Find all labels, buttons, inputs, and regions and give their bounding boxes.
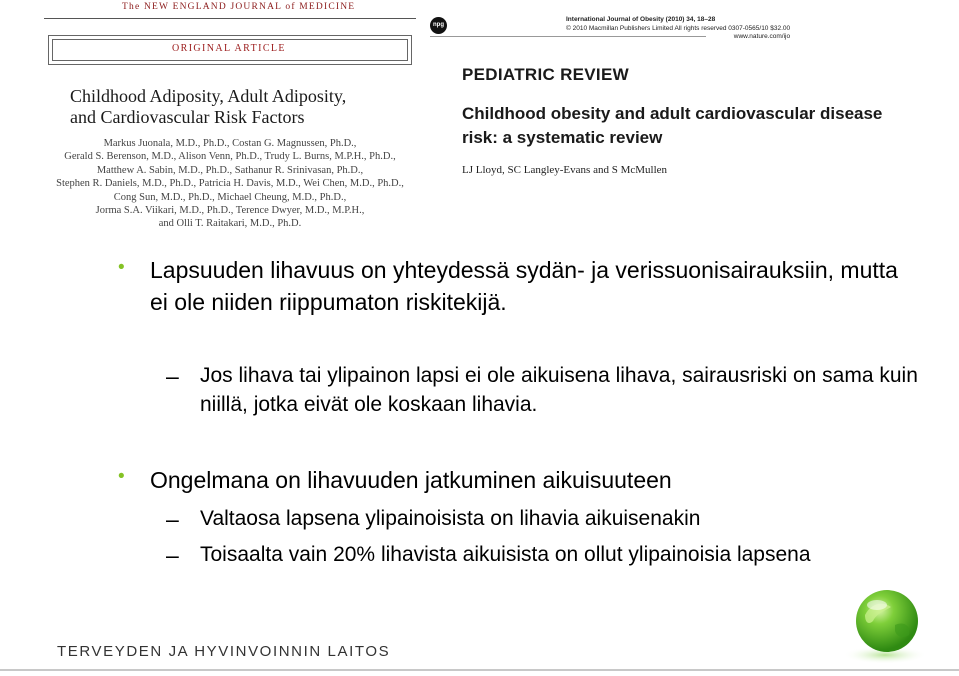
sub-bullet-text-3: Toisaalta vain 20% lihavista aikuisista on ollut ylipainoisia lapsena <box>200 543 811 566</box>
ijo-review-label: PEDIATRIC REVIEW <box>462 65 629 84</box>
nejm-top-rule <box>44 18 416 19</box>
nejm-author-line: Matthew A. Sabin, M.D., Ph.D., Sathanur R. Srinivasan, Ph.D., <box>96 164 364 176</box>
nejm-author-line: Gerald S. Berenson, M.D., Alison Venn, Ph.D., Trudy L. Burns, M.P.H., Ph.D., <box>64 151 396 163</box>
nejm-authors <box>44 137 416 231</box>
footer-org-name: TERVEYDEN JA HYVINVOINNIN LAITOS <box>57 643 391 660</box>
nejm-author-line: and Olli T. Raitakari, M.D., Ph.D. <box>158 218 302 230</box>
dash-icon: – <box>166 506 179 532</box>
nejm-article-clipping <box>44 0 416 232</box>
sub-bullet-text-1: Jos lihava tai ylipainon lapsi ei ole aikuisena lihava, sairausriski on sama kuin niillä, jotka eivät ole koskaan lihavia. <box>200 364 918 416</box>
nejm-title-line: Childhood Adiposity, Adult Adiposity, <box>70 86 347 106</box>
npg-logo: npg <box>430 17 447 34</box>
bullet-text-2: Ongelmana on lihavuuden jatkuminen aikuisuuteen <box>150 467 672 493</box>
ijo-title-line: risk: a systematic review <box>462 127 663 147</box>
bullet-text-1: Lapsuuden lihavuus on yhteydessä sydän- ja verissuonisairauksiin, mutta ei ole niiden riippumaton riskitekijä. <box>150 257 898 315</box>
sub-bullet-text-2: Valtaosa lapsena ylipainoisista on lihavia aikuisenakin <box>200 507 701 530</box>
ijo-header-rule <box>430 36 706 37</box>
nejm-author-line: Cong Sun, M.D., Ph.D., Michael Cheung, M.D., Ph.D., <box>113 191 347 203</box>
nejm-author-line: Jorma S.A. Viikari, M.D., Ph.D., Terence Dwyer, M.D., M.P.H., <box>95 205 365 217</box>
ijo-authors: LJ Lloyd, SC Langley-Evans and S McMullen <box>462 164 668 176</box>
green-globe-logo-icon <box>837 585 932 667</box>
nejm-author-line: Stephen R. Daniels, M.D., Ph.D., Patricia H. Davis, M.D., Wei Chen, M.D., Ph.D., <box>56 178 404 190</box>
nejm-article-title <box>70 86 410 128</box>
ijo-journal-info <box>566 16 790 42</box>
ijo-journal-line: International Journal of Obesity (2010) 34, 18–28 <box>566 16 716 23</box>
nejm-author-line: Markus Juonala, M.D., Ph.D., Costan G. Magnussen, Ph.D., <box>103 138 357 149</box>
bullet-icon: • <box>118 257 125 278</box>
nejm-title-line: and Cardiovascular Risk Factors <box>70 107 305 127</box>
dash-icon: – <box>166 363 179 389</box>
footer-divider <box>0 669 959 671</box>
ijo-title-line: Childhood obesity and adult cardiovascular disease <box>462 104 883 123</box>
ijo-article-title <box>462 102 952 149</box>
ijo-article-clipping <box>430 14 950 194</box>
bullet-icon: • <box>118 466 125 487</box>
nejm-masthead: The NEW ENGLAND JOURNAL of MEDICINE <box>122 2 356 12</box>
ijo-url: www.nature.com/ijo <box>733 33 791 40</box>
ijo-copyright-line: © 2010 Macmillan Publishers Limited All rights reserved 0307-0565/10 $32.00 <box>566 24 791 32</box>
dash-icon: – <box>166 542 179 568</box>
nejm-article-label: ORIGINAL ARTICLE <box>172 43 286 54</box>
